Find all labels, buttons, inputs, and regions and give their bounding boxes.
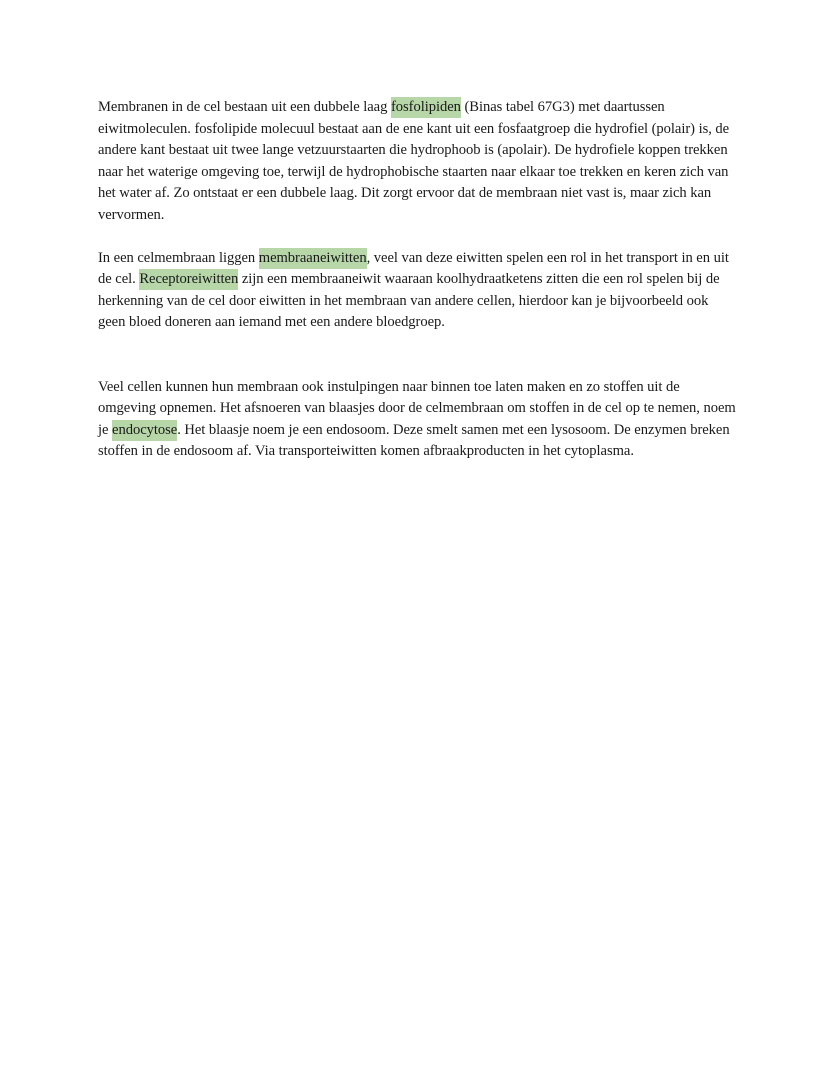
text-segment: In een celmembraan liggen — [98, 249, 259, 266]
highlighted-term-fosfolipiden: fosfolipiden — [391, 97, 461, 118]
text-segment: zijn een membraaneiwit waaraan koolhydraatketens zitten die een rol spelen bij de herkenning van de cel door eiwitten in het membraan van andere cellen, hierdoor kan je bijvoorbeeld ook geen bloed doneren aan iemand met een andere bloedgroep. — [98, 271, 720, 330]
text-segment: Membranen in de cel bestaan uit een dubbele laag — [98, 99, 391, 115]
document-page — [98, 97, 738, 463]
paragraph-membraaneiwitten — [98, 248, 738, 334]
highlighted-term-endocytose: endocytose — [112, 420, 177, 441]
text-segment: , veel van deze eiwitten spelen een rol in het transport in en uit de cel. — [98, 249, 729, 287]
highlighted-term-receptoreiwitten: Receptoreiwitten — [139, 269, 238, 290]
paragraph-fosfolipiden — [98, 97, 738, 226]
highlighted-term-membraaneiwitten: membraaneiwitten — [259, 248, 367, 269]
paragraph-endocytose — [98, 377, 738, 463]
text-segment: (Binas tabel 67G3) met daartussen eiwitmoleculen. fosfolipide molecuul bestaat aan de ene kant uit een fosfaatgroep die hydrofiel (polair) is, de andere kant bestaat uit twee lange vetzuurstaarten die hydrophoob is (apolair). De hydrofiele koppen trekken naar het waterige omgeving toe, terwijl de hydrophobische staarten naar elkaar toe trekken en keren zich van het water af. Zo ontstaat er een dubbele laag. Dit zorgt ervoor dat de membraan niet vast is, maar zich kan vervormen. — [98, 99, 730, 223]
text-segment: Veel cellen kunnen hun membraan ook instulpingen naar binnen toe laten maken en zo stoffen uit de omgeving opnemen. Het afsnoeren van blaasjes door de celmembraan om stoffen in de cel op te nemen, noem je — [98, 378, 736, 438]
text-segment: . Het blaasje noem je een endosoom. Deze smelt samen met een lysosoom. De enzymen breken stoffen in de endosoom af. Via transporteiwitten komen afbraakproducten in het cytoplasma. — [98, 421, 730, 459]
